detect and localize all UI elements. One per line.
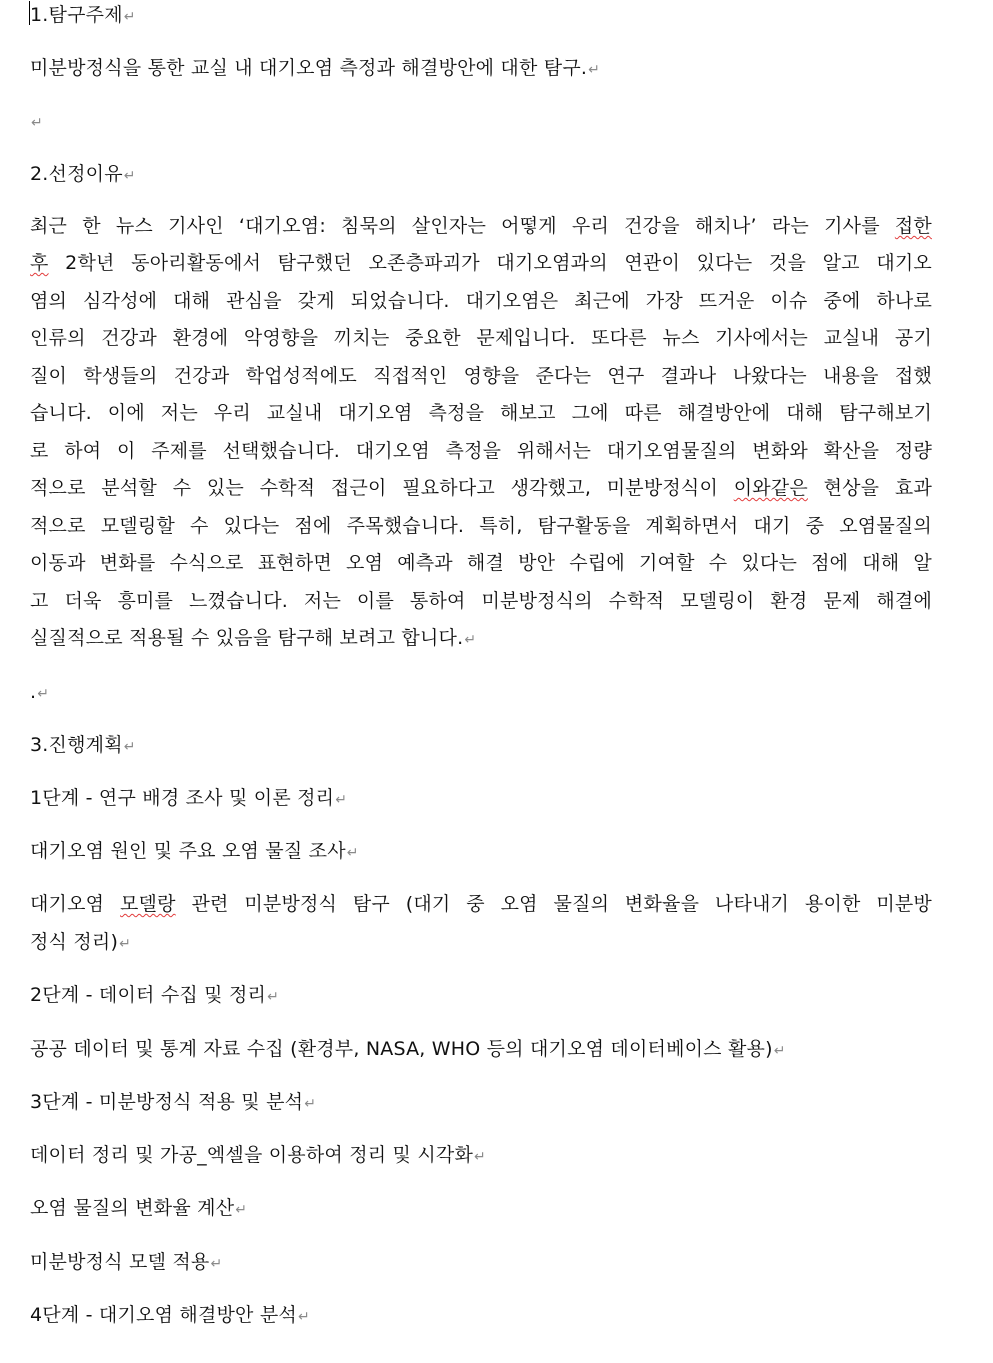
reason-line[interactable]: 실질적으로 적용될 수 있음을 탐구해 보려고 합니다.↵: [30, 627, 477, 649]
paragraph-mark-icon: ↵: [304, 1096, 317, 1112]
paragraph-mark-icon: ↵: [210, 1256, 223, 1272]
paragraph-mark-icon: ↵: [31, 115, 43, 131]
section3-heading[interactable]: 3.진행계획↵: [30, 734, 136, 756]
step3-title[interactable]: 3단계 - 미분방정식 적용 및 분석↵: [30, 1091, 317, 1113]
step1-item[interactable]: 대기오염 원인 및 주요 오염 물질 조사↵: [30, 840, 359, 862]
reason-line[interactable]: 로 하여 이 주제를 선택했습니다. 대기오염 측정을 위해서는 대기오염물질의 변화와 확산을 정량: [30, 440, 932, 462]
step1-item-cont[interactable]: 정식 정리)↵: [30, 931, 132, 953]
section2-heading[interactable]: 2.선정이유↵: [30, 163, 136, 185]
paragraph-mark-icon: ↵: [267, 989, 280, 1005]
reason-line[interactable]: 후 2학년 동아리활동에서 탐구했던 오존층파괴가 대기오염과의 연관이 있다는 것을 알고 대기오: [30, 252, 932, 274]
step2-item[interactable]: 공공 데이터 및 통계 자료 수집 (환경부, NASA, WHO 등의 대기오염 데이터베이스 활용)↵: [30, 1038, 786, 1060]
paragraph-mark-icon: ↵: [235, 1202, 248, 1218]
paragraph-mark-icon: ↵: [123, 739, 136, 755]
step1-item[interactable]: 대기오염 모델랑 관련 미분방정식 탐구 (대기 중 오염 물질의 변화율을 나타내기 용이한 미분방: [30, 893, 932, 915]
spellcheck-word[interactable]: 후: [30, 252, 49, 274]
reason-line[interactable]: 인류의 건강과 환경에 악영향을 끼치는 중요한 문제입니다. 또다른 뉴스 기사에서는 교실내 공기: [30, 327, 932, 349]
reason-line[interactable]: 고 더욱 흥미를 느꼈습니다. 저는 이를 통하여 미분방정식의 수학적 모델링이 환경 문제 해결에: [30, 590, 932, 612]
reason-line[interactable]: 질이 학생들의 건강과 학업성적에도 직접적인 영향을 준다는 연구 결과나 나왔다는 내용을 접했: [30, 365, 932, 387]
paragraph-mark-icon: ↵: [346, 845, 359, 861]
reason-line[interactable]: 습니다. 이에 저는 우리 교실내 대기오염 측정을 해보고 그에 따른 해결방안에 대해 탐구해보기: [30, 402, 932, 424]
step3-item[interactable]: 데이터 정리 및 가공_엑셀을 이용하여 정리 및 시각화↵: [30, 1144, 486, 1166]
paragraph-mark-icon: ↵: [464, 632, 477, 648]
step3-item[interactable]: 오염 물질의 변화율 계산↵: [30, 1197, 248, 1219]
step4-title[interactable]: 4단계 - 대기오염 해결방안 분석↵: [30, 1304, 310, 1326]
paragraph-mark-icon: ↵: [119, 936, 132, 952]
paragraph-mark-icon: ↵: [773, 1043, 786, 1059]
spellcheck-word[interactable]: 접한: [894, 215, 932, 237]
paragraph-mark-icon: ↵: [123, 168, 136, 184]
step2-title[interactable]: 2단계 - 데이터 수집 및 정리↵: [30, 984, 280, 1006]
paragraph-mark-icon: ↵: [335, 792, 348, 808]
spellcheck-word[interactable]: 이와같은: [733, 477, 808, 499]
step1-title[interactable]: 1단계 - 연구 배경 조사 및 이론 정리↵: [30, 787, 348, 809]
reason-line[interactable]: 이동과 변화를 수식으로 표현하면 오염 예측과 해결 방안 수립에 기여할 수 있다는 점에 대해 알: [30, 552, 932, 574]
empty-paragraph[interactable]: [30, 108, 43, 136]
paragraph-mark-icon: ↵: [37, 686, 50, 702]
reason-line[interactable]: 적으로 분석할 수 있는 수학적 접근이 필요하다고 생각했고, 미분방정식이 이와같은 현상을 효과: [30, 477, 932, 499]
step3-item[interactable]: 미분방정식 모델 적용↵: [30, 1251, 223, 1273]
reason-line[interactable]: 염의 심각성에 대해 관심을 갖게 되었습니다. 대기오염은 최근에 가장 뜨거운 이슈 중에 하나로: [30, 290, 932, 312]
section1-body[interactable]: 미분방정식을 통한 교실 내 대기오염 측정과 해결방안에 대한 탐구.↵: [30, 57, 601, 79]
paragraph-mark-icon: ↵: [588, 62, 601, 78]
spellcheck-word[interactable]: 모델랑: [120, 893, 176, 915]
section1-heading[interactable]: 1.탐구주제↵: [30, 4, 136, 26]
paragraph-mark-icon: ↵: [123, 9, 136, 25]
paragraph-mark-icon: ↵: [297, 1309, 310, 1325]
paragraph-mark-icon: ↵: [474, 1149, 486, 1165]
reason-line[interactable]: 최근 한 뉴스 기사인 ‘대기오염: 침묵의 살인자는 어떻게 우리 건강을 해치나’ 라는 기사를 접한: [30, 215, 932, 237]
period-paragraph[interactable]: .↵: [30, 681, 50, 703]
reason-line[interactable]: 적으로 모델링할 수 있다는 점에 주목했습니다. 특히, 탐구활동을 계획하면서 대기 중 오염물질의: [30, 515, 932, 537]
